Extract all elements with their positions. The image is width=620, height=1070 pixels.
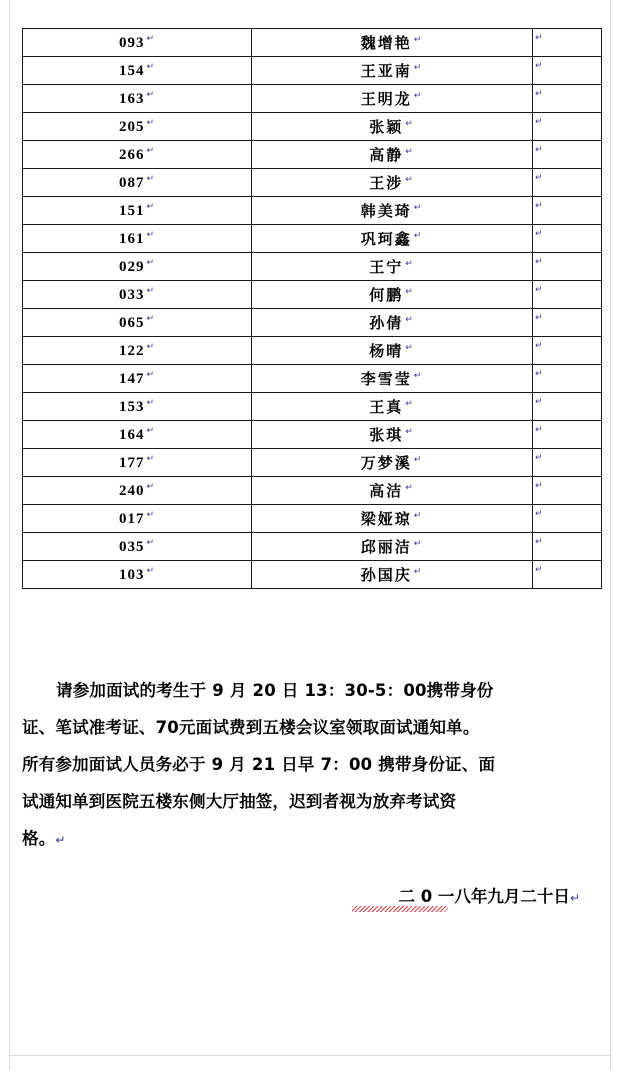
notice-line-4: 试通知单到医院五楼东侧大厅抽签，迟到者视为放弃考试资 (22, 792, 457, 811)
candidate-number-text: 154 (118, 62, 145, 79)
cell-return-mark: ↵ (535, 61, 543, 72)
candidate-number-text: 103 (118, 566, 145, 583)
cell-note (533, 421, 602, 449)
cell-candidate-number (23, 113, 252, 141)
candidate-table (22, 28, 602, 589)
table-row (23, 225, 602, 253)
candidate-number-text: 065 (118, 314, 145, 331)
cell-candidate-name (252, 85, 533, 113)
cell-note (533, 365, 602, 393)
candidate-number-text: 017 (118, 510, 145, 527)
candidate-number-text: 266 (118, 146, 145, 163)
cell-return-mark: ↵ (405, 119, 415, 129)
cell-candidate-number (23, 309, 252, 337)
cell-note (533, 141, 602, 169)
cell-note (533, 505, 602, 533)
cell-return-mark: ↵ (535, 285, 543, 296)
notice-line-1: 请参加面试的考生于 9 月 20 日 13：30-5：00携带身份 (56, 681, 494, 700)
cell-candidate-number (23, 281, 252, 309)
cell-return-mark: ↵ (535, 145, 543, 156)
table-row (23, 533, 602, 561)
candidate-table-wrapper (22, 28, 598, 589)
paragraph-return-mark: ↵ (55, 833, 66, 847)
candidate-number-text: 035 (118, 538, 145, 555)
candidate-name-text: 王宁 (369, 260, 404, 276)
cell-return-mark: ↵ (146, 369, 156, 380)
cell-note (533, 29, 602, 57)
cell-candidate-name (252, 477, 533, 505)
spellcheck-underline (352, 906, 448, 912)
cell-return-mark: ↵ (146, 201, 156, 212)
candidate-name-text: 万梦溪 (360, 456, 412, 472)
cell-return-mark: ↵ (413, 91, 424, 101)
candidate-name-text: 李雪莹 (360, 372, 412, 388)
candidate-number-text: 151 (118, 202, 145, 219)
cell-note (533, 393, 602, 421)
cell-candidate-name (252, 449, 533, 477)
candidate-name-text: 杨晴 (369, 344, 404, 360)
cell-return-mark: ↵ (146, 257, 156, 268)
table-row (23, 169, 602, 197)
cell-return-mark: ↵ (413, 371, 424, 381)
cell-return-mark: ↵ (405, 175, 415, 185)
cell-candidate-number (23, 421, 252, 449)
notice-line-3: 所有参加面试人员务必于 9 月 21 日早 7：00 携带身份证、面 (22, 755, 496, 774)
cell-candidate-number (23, 477, 252, 505)
cell-note (533, 169, 602, 197)
candidate-number-text: 177 (118, 454, 145, 471)
cell-candidate-name (252, 225, 533, 253)
cell-note (533, 533, 602, 561)
cell-return-mark: ↵ (535, 341, 543, 352)
cell-return-mark: ↵ (146, 89, 156, 100)
cell-return-mark: ↵ (413, 203, 424, 213)
cell-return-mark: ↵ (413, 231, 424, 241)
table-row (23, 477, 602, 505)
page-border-left (9, 0, 10, 1070)
cell-candidate-number (23, 197, 252, 225)
cell-return-mark: ↵ (146, 173, 156, 184)
cell-return-mark: ↵ (413, 63, 424, 73)
notice-line-5: 格。↵ (22, 829, 66, 848)
cell-return-mark: ↵ (146, 229, 156, 240)
cell-return-mark: ↵ (405, 315, 415, 325)
candidate-name-text: 魏增艳 (360, 36, 412, 52)
table-row (23, 85, 602, 113)
candidate-name-text: 张颖 (369, 120, 404, 136)
candidate-name-text: 邱丽洁 (360, 540, 412, 556)
candidate-name-text: 韩美琦 (360, 204, 412, 220)
cell-note (533, 225, 602, 253)
cell-return-mark: ↵ (413, 567, 424, 577)
cell-return-mark: ↵ (146, 117, 156, 128)
candidate-name-text: 孙国庆 (360, 568, 412, 584)
cell-candidate-name (252, 57, 533, 85)
cell-note (533, 561, 602, 589)
candidate-number-text: 153 (118, 398, 145, 415)
candidate-name-text: 王亚南 (360, 64, 412, 80)
cell-return-mark: ↵ (146, 425, 156, 436)
notice-paragraph (22, 672, 598, 859)
cell-return-mark: ↵ (413, 511, 424, 521)
cell-return-mark: ↵ (146, 537, 156, 548)
cell-return-mark: ↵ (146, 313, 156, 324)
table-row (23, 505, 602, 533)
cell-return-mark: ↵ (535, 173, 543, 184)
table-row (23, 393, 602, 421)
cell-candidate-number (23, 449, 252, 477)
cell-candidate-name (252, 505, 533, 533)
cell-return-mark: ↵ (535, 509, 543, 520)
cell-candidate-name (252, 197, 533, 225)
cell-candidate-name (252, 253, 533, 281)
cell-candidate-name (252, 337, 533, 365)
cell-return-mark: ↵ (405, 483, 415, 493)
table-row (23, 421, 602, 449)
table-row (23, 365, 602, 393)
date-return-mark: ↵ (569, 891, 580, 905)
cell-return-mark: ↵ (535, 537, 543, 548)
candidate-name-text: 王涉 (369, 176, 404, 192)
cell-candidate-name (252, 281, 533, 309)
cell-return-mark: ↵ (535, 117, 543, 128)
cell-return-mark: ↵ (413, 455, 424, 465)
cell-note (533, 477, 602, 505)
cell-candidate-name (252, 393, 533, 421)
page-border-right (610, 0, 611, 1070)
candidate-name-text: 梁娅琼 (360, 512, 412, 528)
cell-candidate-number (23, 169, 252, 197)
cell-candidate-number (23, 365, 252, 393)
cell-return-mark: ↵ (405, 399, 415, 409)
candidate-number-text: 163 (118, 90, 145, 107)
cell-return-mark: ↵ (535, 369, 543, 380)
cell-return-mark: ↵ (405, 259, 415, 269)
cell-candidate-number (23, 533, 252, 561)
candidate-number-text: 147 (118, 370, 145, 387)
candidate-number-text: 205 (118, 118, 145, 135)
cell-note (533, 197, 602, 225)
cell-return-mark: ↵ (146, 397, 156, 408)
candidate-name-text: 高洁 (369, 484, 404, 500)
cell-candidate-number (23, 29, 252, 57)
cell-candidate-number (23, 393, 252, 421)
cell-return-mark: ↵ (146, 481, 156, 492)
candidate-name-text: 高静 (369, 148, 404, 164)
table-row (23, 281, 602, 309)
cell-candidate-name (252, 421, 533, 449)
cell-return-mark: ↵ (146, 509, 156, 520)
candidate-name-text: 王明龙 (360, 92, 412, 108)
cell-candidate-number (23, 253, 252, 281)
cell-candidate-name (252, 365, 533, 393)
cell-note (533, 337, 602, 365)
cell-return-mark: ↵ (146, 145, 156, 156)
cell-return-mark: ↵ (146, 341, 156, 352)
cell-return-mark: ↵ (146, 61, 156, 72)
candidate-number-text: 122 (118, 342, 145, 359)
candidate-name-text: 何鹏 (369, 288, 404, 304)
cell-candidate-name (252, 169, 533, 197)
cell-return-mark: ↵ (535, 33, 543, 44)
cell-return-mark: ↵ (146, 565, 156, 576)
cell-candidate-number (23, 57, 252, 85)
candidate-number-text: 029 (118, 258, 145, 275)
table-row (23, 561, 602, 589)
candidate-number-text: 161 (118, 230, 145, 247)
cell-note (533, 253, 602, 281)
table-row (23, 449, 602, 477)
candidate-number-text: 240 (118, 482, 145, 499)
cell-candidate-number (23, 505, 252, 533)
cell-candidate-name (252, 113, 533, 141)
cell-candidate-number (23, 85, 252, 113)
cell-note (533, 281, 602, 309)
candidate-number-text: 093 (118, 34, 145, 51)
table-row (23, 29, 602, 57)
cell-return-mark: ↵ (535, 257, 543, 268)
candidate-name-text: 孙倩 (369, 316, 404, 332)
table-row (23, 197, 602, 225)
cell-return-mark: ↵ (405, 147, 415, 157)
cell-return-mark: ↵ (535, 229, 543, 240)
cell-note (533, 85, 602, 113)
table-row (23, 57, 602, 85)
cell-return-mark: ↵ (405, 427, 415, 437)
cell-note (533, 57, 602, 85)
cell-candidate-name (252, 309, 533, 337)
cell-return-mark: ↵ (535, 89, 543, 100)
table-row (23, 253, 602, 281)
cell-return-mark: ↵ (535, 397, 543, 408)
table-row (23, 141, 602, 169)
cell-return-mark: ↵ (146, 453, 156, 464)
cell-return-mark: ↵ (146, 33, 156, 44)
cell-candidate-number (23, 225, 252, 253)
cell-return-mark: ↵ (535, 201, 543, 212)
cell-return-mark: ↵ (535, 453, 543, 464)
table-row (23, 309, 602, 337)
cell-candidate-name (252, 533, 533, 561)
cell-candidate-name (252, 141, 533, 169)
candidate-name-text: 巩珂鑫 (360, 232, 412, 248)
cell-note (533, 309, 602, 337)
cell-return-mark: ↵ (413, 539, 424, 549)
notice-line-2: 证、笔试准考证、70元面试费到五楼会议室领取面试通知单。 (22, 718, 480, 737)
cell-candidate-number (23, 337, 252, 365)
cell-note (533, 113, 602, 141)
candidate-number-text: 164 (118, 426, 145, 443)
cell-return-mark: ↵ (405, 287, 415, 297)
cell-candidate-number (23, 561, 252, 589)
cell-candidate-name (252, 29, 533, 57)
cell-candidate-name (252, 561, 533, 589)
document-date: 二 0 一八年九月二十日↵ (398, 887, 580, 906)
cell-return-mark: ↵ (146, 285, 156, 296)
cell-return-mark: ↵ (535, 481, 543, 492)
cell-return-mark: ↵ (413, 35, 424, 45)
page-border-bottom (9, 1055, 611, 1056)
cell-return-mark: ↵ (535, 313, 543, 324)
candidate-number-text: 087 (118, 174, 145, 191)
cell-return-mark: ↵ (405, 343, 415, 353)
cell-return-mark: ↵ (535, 425, 543, 436)
cell-note (533, 449, 602, 477)
cell-candidate-number (23, 141, 252, 169)
candidate-name-text: 张琪 (369, 428, 404, 444)
candidate-number-text: 033 (118, 286, 145, 303)
table-row (23, 113, 602, 141)
candidate-name-text: 王真 (369, 400, 404, 416)
cell-return-mark: ↵ (535, 565, 543, 576)
table-row (23, 337, 602, 365)
